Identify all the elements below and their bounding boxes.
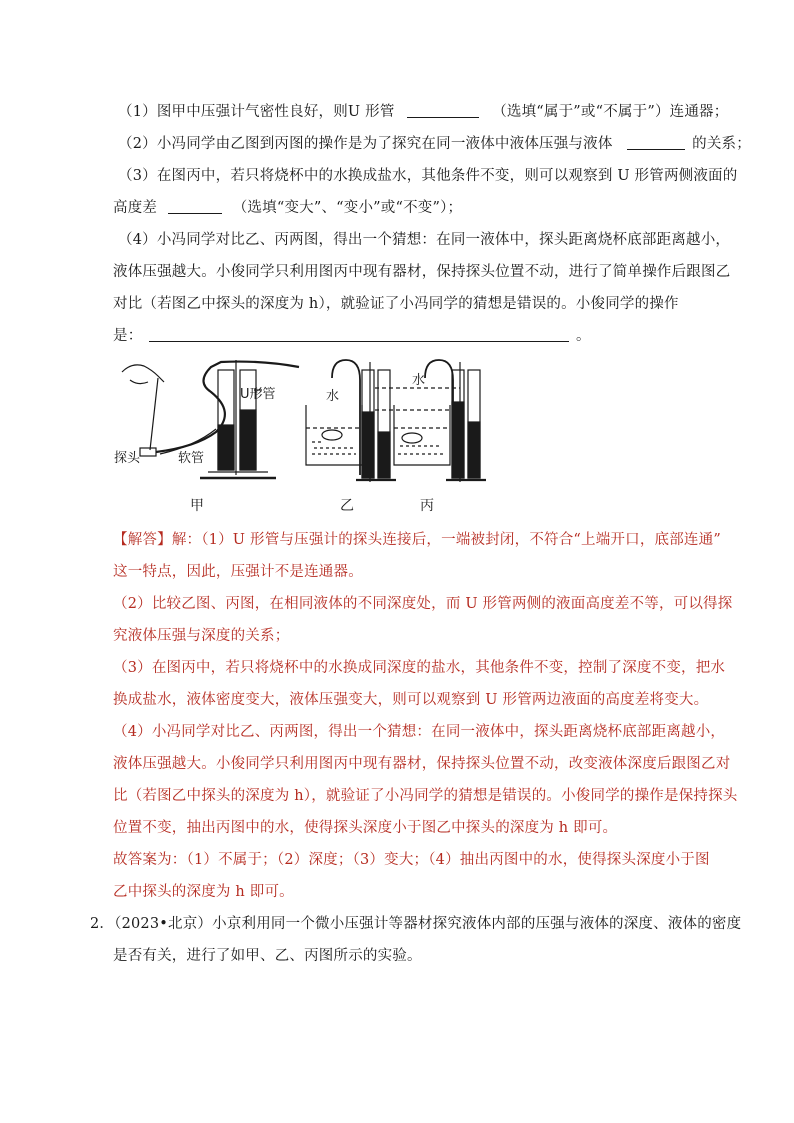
answer-line9: 比（若图乙中探头的深度为 h），就验证了小冯同学的猜想是错误的。小俊同学的操作是保持探头 <box>113 788 738 804</box>
answer-line11: 故答案为：（1）不属于；（2）深度；（3）变大；（4）抽出丙图中的水，使得探头深度小于图 <box>113 852 710 868</box>
u-tube-label: U形管 <box>240 387 276 402</box>
answer-line4: 究液体压强与深度的关系； <box>113 628 290 644</box>
q3-line2 <box>113 198 462 218</box>
q4-line3: 对比（若图乙中探头的深度为 h），就验证了小冯同学的猜想是错误的。小俊同学的操作 <box>113 296 679 312</box>
hose-label: 软管 <box>178 451 205 466</box>
q1-line <box>118 102 728 122</box>
q4-text4: 是： <box>113 328 143 344</box>
probe-label: 探头 <box>114 451 141 466</box>
answer-line2: 这一特点，因此，压强计不是连通器。 <box>113 564 363 580</box>
answer-line10: 位置不变，抽出丙图中的水，使得探头深度小于图乙中探头的深度为 h 即可。 <box>113 820 618 836</box>
answer-line12: 乙中探头的深度为 h 即可。 <box>113 884 294 900</box>
answer-tag: 【解答】 <box>113 532 172 548</box>
q3-line1: （3）在图丙中，若只将烧杯中的水换成盐水，其他条件不变，则可以观察到 U 形管两侧液面的 <box>118 168 738 184</box>
answer-line5: （3）在图丙中，若只将烧杯中的水换成同深度的盐水，其他条件不变，控制了深度不变，把水 <box>113 660 726 676</box>
caption-bing: 丙 <box>420 498 434 514</box>
q3-suffix: （选填“变大”、“变小”或“不变”）； <box>232 200 463 216</box>
caption-yi: 乙 <box>340 498 354 514</box>
q3-text2: 高度差 <box>113 200 158 216</box>
answer-line7: （4）小冯同学对比乙、丙两图，得出一个猜想：在同一液体中，探头距离烧杯底部距离越小， <box>113 724 726 740</box>
q4-line1: （4）小冯同学对比乙、丙两图，得出一个猜想：在同一液体中，探头距离烧杯底部距离越小， <box>118 232 731 248</box>
water-label-1: 水 <box>326 389 340 404</box>
question2-line1: 2．（2023•北京）小京利用同一个微小压强计等器材探究液体内部的压强与液体的深度、液体的密度 <box>90 916 742 932</box>
q1-text: （1）图甲中压强计气密性良好，则U 形管 <box>118 104 395 120</box>
q4-suffix: 。 <box>576 328 591 344</box>
q1-suffix: （选填“属于”或“不属于”）连通器； <box>492 104 729 120</box>
q1-blank[interactable] <box>407 103 479 118</box>
probe-head <box>140 448 156 456</box>
q2-line <box>118 134 751 154</box>
answer-line6: 换成盐水，液体密度变大，液体压强变大，则可以观察到 U 形管两边液面的高度差将变大。 <box>113 692 709 708</box>
q4-blank[interactable] <box>149 327 569 342</box>
answer-line3: （2）比较乙图、丙图，在相同液体的不同深度处，而 U 形管两侧的液面高度差不等，可以得探 <box>113 596 733 612</box>
q2-text: （2）小冯同学由乙图到丙图的操作是为了探究在同一液体中液体压强与液体 <box>118 136 613 152</box>
q4-line4 <box>113 326 591 346</box>
q4-line2: 液体压强越大。小俊同学只利用图丙中现有器材，保持探头位置不动，进行了简单操作后跟图乙 <box>113 264 731 280</box>
answer-line1 <box>113 530 721 550</box>
answer-line8: 液体压强越大。小俊同学只利用图丙中现有器材，保持探头位置不动，改变液体深度后跟图乙对 <box>113 756 731 772</box>
q2-suffix: 的关系； <box>692 136 751 152</box>
caption-jia: 甲 <box>190 498 204 514</box>
answer-a1-text: 解：（1）U 形管与压强计的探头连接后，一端被封闭，不符合“上端开口，底部连通” <box>171 532 721 548</box>
q3-blank[interactable] <box>168 199 222 214</box>
water-label-2: 水 <box>412 373 426 388</box>
question2-line2: 是否有关，进行了如甲、乙、丙图所示的实验。 <box>113 948 422 964</box>
q2-blank[interactable] <box>627 135 685 150</box>
